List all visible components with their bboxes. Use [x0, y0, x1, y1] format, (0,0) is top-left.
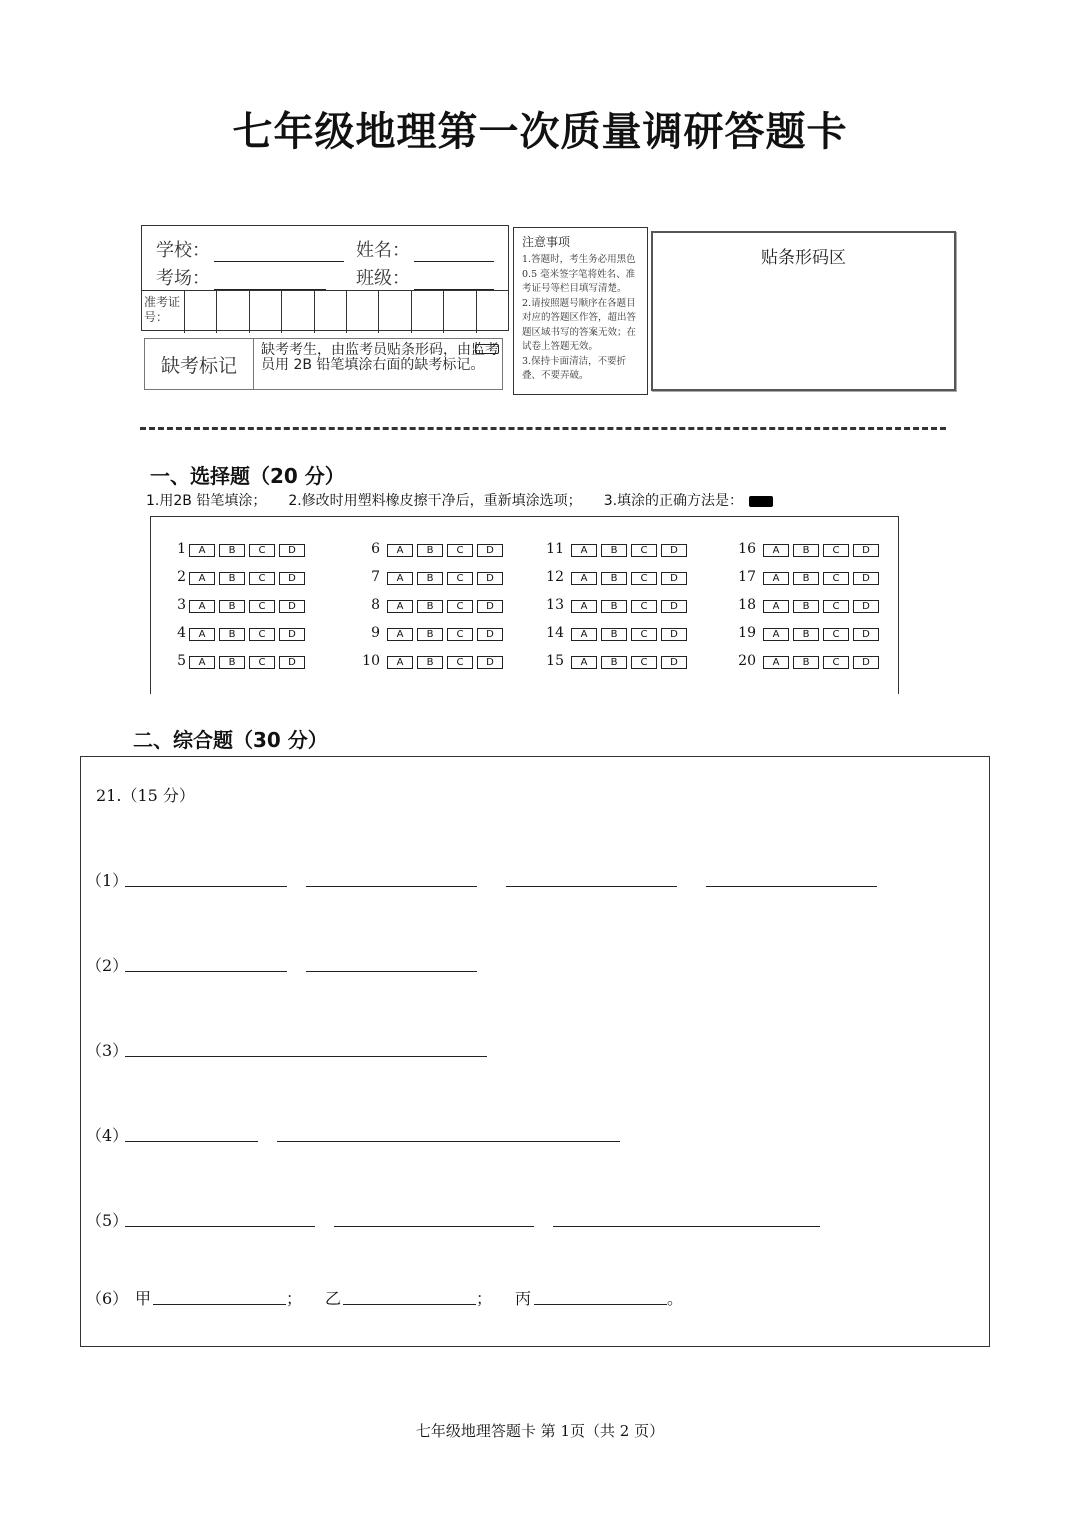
option-bubble-b[interactable]: B: [219, 544, 245, 557]
answer-blank-1-3[interactable]: [506, 886, 677, 887]
option-bubble-c[interactable]: C: [823, 544, 849, 557]
barcode-label: 贴条形码区: [761, 248, 846, 268]
absent-mark-box: [144, 338, 503, 390]
option-bubble-a[interactable]: A: [387, 544, 413, 557]
question-number: 13: [546, 597, 564, 613]
option-bubble-a[interactable]: A: [387, 628, 413, 641]
option-bubble-c[interactable]: C: [447, 600, 473, 613]
exam-id-label: 准考证号：: [144, 295, 181, 324]
answer-blank-1-2[interactable]: [306, 886, 477, 887]
option-bubble-d[interactable]: D: [279, 572, 305, 585]
option-bubble-d[interactable]: D: [853, 544, 879, 557]
option-bubble-b[interactable]: B: [219, 628, 245, 641]
option-bubble-d[interactable]: D: [279, 600, 305, 613]
option-bubble-b[interactable]: B: [601, 544, 627, 557]
separator-1: ；: [286, 1289, 303, 1308]
answer-blank-4-1[interactable]: [125, 1141, 258, 1142]
notice-item-2: 2.请按照题号顺序在各题目对应的答题区作答，超出答题区域书写的答案无效；在试卷上答题无效。: [522, 297, 637, 352]
question-number: 16: [738, 541, 756, 557]
answer-blank-4-2[interactable]: [277, 1141, 620, 1142]
name-blank[interactable]: [414, 243, 494, 262]
option-bubble-c[interactable]: C: [249, 628, 275, 641]
question-number: 12: [546, 569, 564, 585]
exam-id-cell[interactable]: [281, 291, 313, 333]
option-bubble-d[interactable]: D: [661, 628, 687, 641]
comprehensive-answer-box: [80, 756, 990, 1347]
exam-room-field[interactable]: [156, 264, 326, 290]
option-bubble-d[interactable]: D: [853, 656, 879, 669]
end-mark: 。: [667, 1289, 684, 1308]
instruction-2: 2.修改时用塑料橡皮擦干净后，重新填涂选项；: [288, 493, 582, 509]
option-bubble-d[interactable]: D: [279, 544, 305, 557]
option-bubble-c[interactable]: C: [631, 544, 657, 557]
answer-blank-1-1[interactable]: [125, 886, 287, 887]
notice-title: 注意事项: [522, 235, 571, 249]
exam-id-cell[interactable]: [411, 291, 443, 333]
section1-title: 一、选择题（20 分）: [150, 464, 345, 488]
answer-blank-5-3[interactable]: [553, 1226, 820, 1227]
jia-label: 甲: [135, 1289, 152, 1308]
sub-question-2-label: （2）: [86, 956, 129, 975]
option-bubble-c[interactable]: C: [823, 572, 849, 585]
option-bubble-c[interactable]: C: [249, 600, 275, 613]
option-bubble-d[interactable]: D: [477, 572, 503, 585]
exam-id-cell[interactable]: [476, 291, 508, 333]
question-number: 18: [738, 597, 756, 613]
option-bubble-b[interactable]: B: [417, 544, 443, 557]
option-bubble-b[interactable]: B: [601, 572, 627, 585]
question-number: 8: [371, 597, 380, 613]
option-bubble-b[interactable]: B: [219, 600, 245, 613]
option-bubble-a[interactable]: A: [763, 656, 789, 669]
option-bubble-a[interactable]: A: [189, 600, 215, 613]
school-label: 学校：: [156, 240, 210, 261]
option-bubble-a[interactable]: A: [571, 600, 597, 613]
question-number: 2: [177, 569, 186, 585]
class-blank[interactable]: [414, 271, 494, 290]
bing-label: 丙: [515, 1289, 532, 1308]
option-bubble-c[interactable]: C: [447, 628, 473, 641]
choice-answer-grid: [150, 516, 899, 694]
page-footer: 七年级地理答题卡 第 1页（共 2 页）: [415, 1422, 665, 1440]
class-label: 班级：: [356, 268, 410, 289]
option-bubble-c[interactable]: C: [631, 572, 657, 585]
option-bubble-d[interactable]: D: [661, 600, 687, 613]
option-bubble-d[interactable]: D: [477, 600, 503, 613]
answer-blank-bing[interactable]: [534, 1304, 667, 1305]
sub-question-1-label: （1）: [86, 871, 129, 890]
option-bubble-c[interactable]: C: [823, 600, 849, 613]
option-bubble-c[interactable]: C: [249, 544, 275, 557]
yi-label: 乙: [325, 1289, 342, 1308]
option-bubble-a[interactable]: A: [387, 656, 413, 669]
notice-box: [513, 227, 648, 395]
question-number: 20: [738, 653, 756, 669]
exam-id-cell[interactable]: [314, 291, 346, 333]
option-bubble-b[interactable]: B: [793, 572, 819, 585]
school-field[interactable]: [156, 236, 344, 262]
option-bubble-b[interactable]: B: [417, 600, 443, 613]
option-bubble-c[interactable]: C: [447, 572, 473, 585]
option-bubble-a[interactable]: A: [387, 600, 413, 613]
section2-title: 二、综合题（30 分）: [133, 728, 328, 752]
question-number: 10: [362, 653, 380, 669]
question-number: 4: [177, 625, 186, 641]
option-bubble-a[interactable]: A: [387, 572, 413, 585]
option-bubble-b[interactable]: B: [601, 600, 627, 613]
exam-room-label: 考场：: [156, 268, 210, 289]
option-bubble-d[interactable]: D: [853, 572, 879, 585]
option-bubble-a[interactable]: A: [571, 656, 597, 669]
page-title: 七年级地理第一次质量调研答题卡: [232, 109, 848, 155]
option-bubble-c[interactable]: C: [249, 656, 275, 669]
option-bubble-c[interactable]: C: [631, 600, 657, 613]
sub-question-6-label: （6）: [86, 1289, 129, 1308]
question-number: 5: [177, 653, 186, 669]
option-bubble-d[interactable]: D: [661, 544, 687, 557]
exam-id-cell[interactable]: [249, 291, 281, 333]
answer-blank-jia[interactable]: [153, 1304, 286, 1305]
exam-id-cell[interactable]: [378, 291, 410, 333]
exam-id-cells: [184, 291, 508, 333]
name-label: 姓名：: [356, 240, 410, 261]
option-bubble-a[interactable]: A: [571, 628, 597, 641]
option-bubble-a[interactable]: A: [189, 656, 215, 669]
option-bubble-b[interactable]: B: [601, 656, 627, 669]
option-bubble-c[interactable]: C: [823, 628, 849, 641]
notice-item-1: 1.答题时，考生务必用黑色0.5 毫米签字笔将姓名、准考证号等栏目填写清楚。: [522, 254, 636, 294]
option-bubble-c[interactable]: C: [823, 656, 849, 669]
absent-text: [261, 343, 501, 373]
question-number: 19: [738, 625, 756, 641]
filled-example-mark: [749, 496, 773, 507]
absent-checkbox[interactable]: [475, 344, 499, 354]
question-21-label: 21.（15 分）: [96, 786, 195, 805]
question-number: 11: [546, 541, 564, 557]
school-blank[interactable]: [214, 243, 344, 262]
question-number: 6: [371, 541, 380, 557]
cut-line: [140, 427, 946, 430]
option-bubble-b[interactable]: B: [417, 572, 443, 585]
option-bubble-b[interactable]: B: [793, 656, 819, 669]
exam-room-blank[interactable]: [214, 271, 326, 290]
option-bubble-c[interactable]: C: [447, 544, 473, 557]
option-bubble-d[interactable]: D: [661, 656, 687, 669]
exam-id-cell[interactable]: [346, 291, 378, 333]
option-bubble-b[interactable]: B: [601, 628, 627, 641]
option-bubble-b[interactable]: B: [417, 656, 443, 669]
question-number: 15: [546, 653, 564, 669]
answer-blank-2-1[interactable]: [125, 971, 287, 972]
option-bubble-b[interactable]: B: [417, 628, 443, 641]
option-bubble-d[interactable]: D: [477, 544, 503, 557]
exam-id-row: [142, 290, 508, 333]
option-bubble-a[interactable]: A: [189, 544, 215, 557]
notice-item-3: 3.保持卡面清洁，不要折叠、不要弄破。: [522, 355, 627, 381]
option-bubble-a[interactable]: A: [189, 572, 215, 585]
fill-instructions: [146, 490, 795, 510]
option-bubble-a[interactable]: A: [571, 572, 597, 585]
exam-id-cell[interactable]: [443, 291, 475, 333]
absent-instruction: 缺考考生，由监考员贴条形码，由监考员用 2B 铅笔填涂右面的缺考标记。: [261, 342, 499, 373]
instruction-3: 3.填涂的正确方法是：: [603, 493, 744, 509]
option-bubble-b[interactable]: B: [793, 600, 819, 613]
answer-blank-2-2[interactable]: [306, 971, 477, 972]
option-bubble-d[interactable]: D: [279, 656, 305, 669]
answer-blank-1-4[interactable]: [706, 886, 877, 887]
option-bubble-d[interactable]: D: [477, 628, 503, 641]
option-bubble-a[interactable]: A: [763, 544, 789, 557]
option-bubble-d[interactable]: D: [279, 628, 305, 641]
option-bubble-d[interactable]: D: [661, 572, 687, 585]
option-bubble-a[interactable]: A: [763, 628, 789, 641]
option-bubble-b[interactable]: B: [219, 656, 245, 669]
option-bubble-b[interactable]: B: [793, 544, 819, 557]
question-number: 9: [371, 625, 380, 641]
answer-blank-3-1[interactable]: [125, 1056, 487, 1057]
option-bubble-c[interactable]: C: [249, 572, 275, 585]
answer-blank-5-2[interactable]: [334, 1226, 534, 1227]
question-number: 3: [177, 597, 186, 613]
answer-blank-5-1[interactable]: [125, 1226, 315, 1227]
option-bubble-d[interactable]: D: [477, 656, 503, 669]
option-bubble-a[interactable]: A: [189, 628, 215, 641]
question-number: 17: [738, 569, 756, 585]
absent-label: 缺考标记: [145, 339, 254, 389]
option-bubble-c[interactable]: C: [447, 656, 473, 669]
sub-question-3-label: （3）: [86, 1041, 129, 1060]
separator-2: ；: [476, 1289, 493, 1308]
instruction-1: 1.用2B 铅笔填涂；: [146, 493, 267, 509]
question-number: 1: [177, 541, 186, 557]
option-bubble-a[interactable]: A: [763, 600, 789, 613]
option-bubble-c[interactable]: C: [631, 656, 657, 669]
option-bubble-d[interactable]: D: [853, 628, 879, 641]
answer-blank-yi[interactable]: [343, 1304, 476, 1305]
option-bubble-d[interactable]: D: [853, 600, 879, 613]
option-bubble-b[interactable]: B: [219, 572, 245, 585]
option-bubble-a[interactable]: A: [571, 544, 597, 557]
sub-question-4-label: （4）: [86, 1126, 129, 1145]
name-field[interactable]: [356, 236, 494, 262]
class-field[interactable]: [356, 264, 494, 290]
option-bubble-b[interactable]: B: [793, 628, 819, 641]
option-bubble-c[interactable]: C: [631, 628, 657, 641]
exam-id-cell[interactable]: [184, 291, 216, 333]
exam-id-cell[interactable]: [216, 291, 248, 333]
sub-question-5-label: （5）: [86, 1211, 129, 1230]
student-info-box: [141, 225, 509, 331]
question-number: 14: [546, 625, 564, 641]
question-number: 7: [371, 569, 380, 585]
barcode-area[interactable]: [651, 231, 956, 391]
option-bubble-a[interactable]: A: [763, 572, 789, 585]
